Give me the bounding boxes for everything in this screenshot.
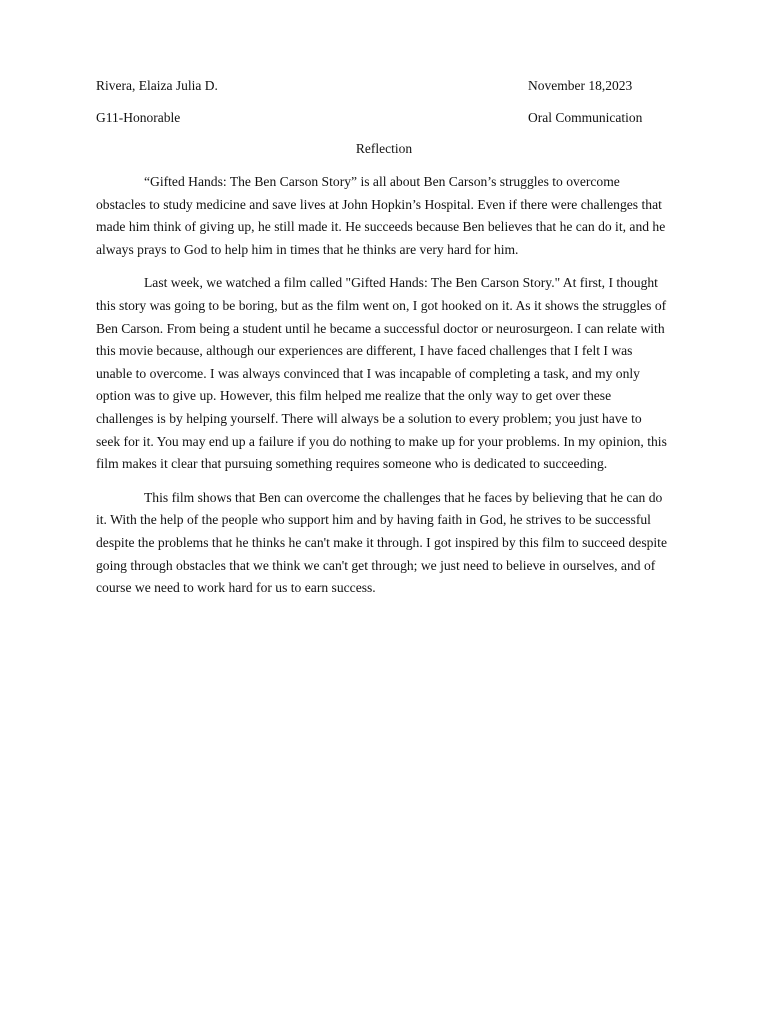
document-date: November 18,2023 [528,78,633,93]
paragraph-1: “Gifted Hands: The Ben Carson Story” is all about Ben Carson’s struggles to overcome obstacles to study medicine and save lives at John Hopkin’s Hospital. Even if there were challenges that made him think of giving up, he still made it. He succeeds because Ben believes that he can do it, and he always prays to God to help him in times that he thinks are very hard for him. [96,174,666,257]
document-body [96,171,669,611]
paragraph-3: This film shows that Ben can overcome the challenges that he faces by believing that he can do it. With the help of the people who support him and by having faith in God, he strives to be successful despite the problems that he thinks he can't make it through. I got inspired by this film to succeed despite going through obstacles that we think we can't get through; we just need to believe in ourselves, and of course we need to work hard for us to earn success. [96,489,667,596]
grade-section: G11-Honorable [96,110,181,125]
document-title: Reflection [355,141,413,156]
paragraph-2: Last week, we watched a film called "Gifted Hands: The Ben Carson Story." At first, I thought this story was going to be boring, but as the film went on, I got hooked on it. As it shows the struggles of Ben Carson. From being a student until he became a successful doctor or neurosurgeon. I can relate with this movie because, although our experiences are different, I have faced challenges that I felt I was unable to overcome. I was always convinced that I was incapable of completing a task, and my only option was to give up. However, this film helped me realize that the only way to get over these challenges is by helping yourself. There will always be a solution to every problem; you just have to seek for it. You may end up a failure if you do nothing to make up for your problems. In my opinion, this film makes it clear that pursuing something requires someone who is dedicated to succeeding. [96,275,667,472]
author-name: Rivera, Elaiza Julia D. [96,78,218,93]
subject-name: Oral Communication [528,110,643,125]
